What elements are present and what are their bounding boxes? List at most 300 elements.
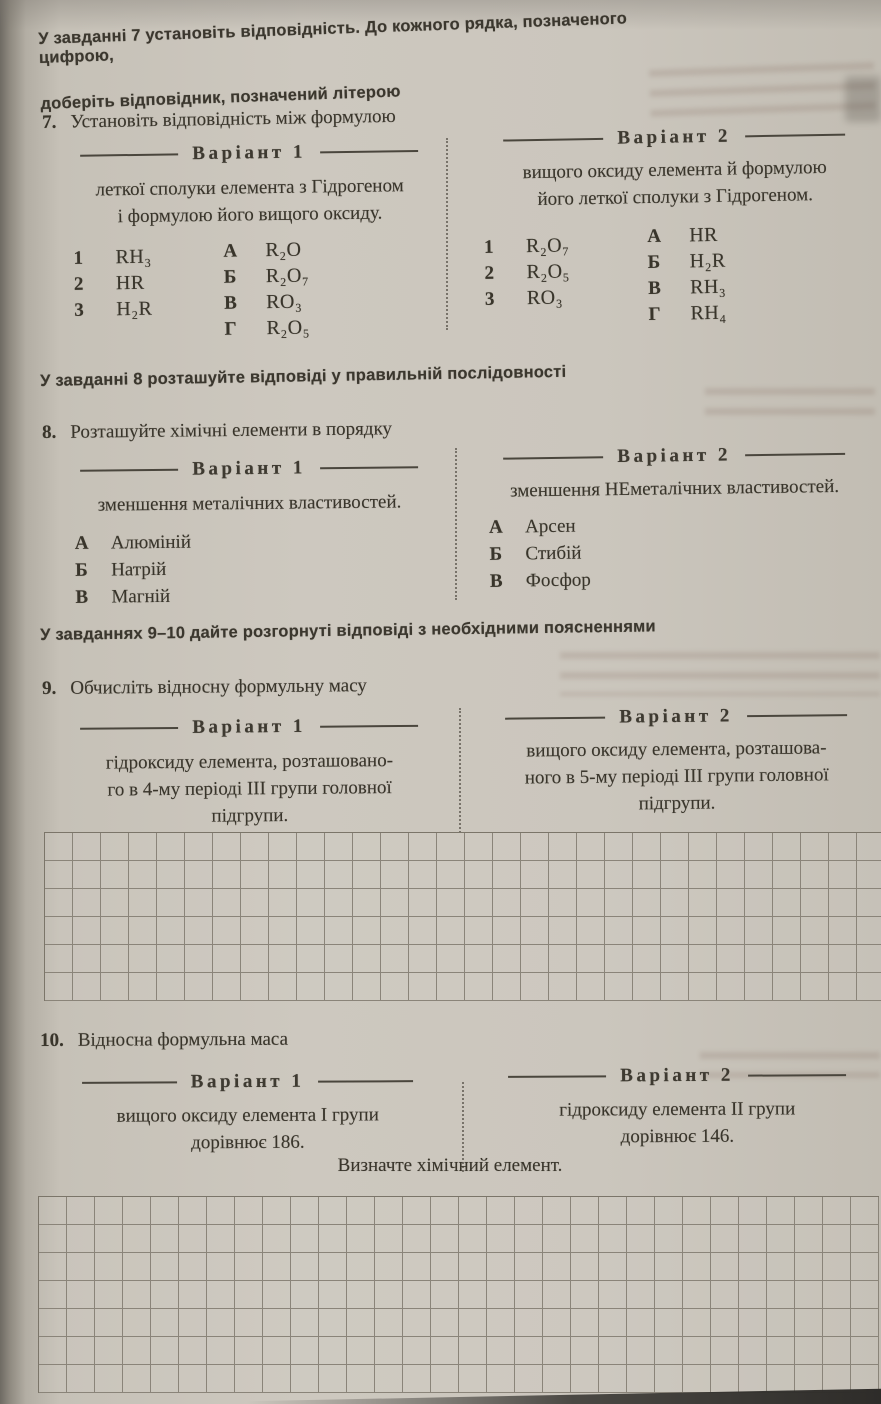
grid-cell <box>571 1309 599 1337</box>
grid-cell <box>655 1281 683 1309</box>
task9-variant1-label: Варіант 1 <box>192 715 306 738</box>
task7-variant2-lettered-list <box>647 224 727 324</box>
grid-cell <box>767 1225 795 1253</box>
grid-cell <box>73 861 101 889</box>
option-row: А Алюміній <box>74 531 192 554</box>
task8-variant2 <box>478 443 872 598</box>
grid-cell <box>543 1365 571 1393</box>
grid-cell <box>45 833 73 861</box>
grid-cell <box>745 833 773 861</box>
grid-cell <box>409 945 437 973</box>
grid-cell <box>403 1225 431 1253</box>
grid-cell <box>493 945 521 973</box>
instruction-task7 <box>38 7 701 114</box>
grid-cell <box>263 1225 291 1253</box>
grid-cell <box>543 1309 571 1337</box>
grid-cell <box>263 1337 291 1365</box>
grid-cell <box>185 917 213 945</box>
grid-cell <box>801 861 829 889</box>
grid-cell <box>381 945 409 973</box>
match-row: В RO₃ <box>224 290 303 314</box>
grid-cell <box>801 917 829 945</box>
task8-title-row <box>42 418 392 444</box>
grid-cell <box>157 973 185 1001</box>
grid-cell <box>409 973 437 1001</box>
variant-rule <box>745 133 845 137</box>
grid-cell <box>655 1225 683 1253</box>
variant-divider-task9 <box>459 708 461 833</box>
grid-cell <box>241 917 269 945</box>
grid-cell <box>207 1197 235 1225</box>
grid-cell <box>851 1337 879 1365</box>
grid-cell <box>795 1225 823 1253</box>
grid-cell <box>823 1337 851 1365</box>
task7-variant1-header <box>60 140 438 167</box>
grid-cell <box>297 889 325 917</box>
grid-cell <box>773 973 801 1001</box>
grid-cell <box>291 1281 319 1309</box>
grid-cell <box>823 1197 851 1225</box>
grid-cell <box>767 1365 795 1393</box>
grid-cell <box>431 1309 459 1337</box>
grid-cell <box>101 945 129 973</box>
grid-cell <box>661 889 689 917</box>
grid-cell <box>745 861 773 889</box>
grid-cell <box>717 889 745 917</box>
grid-cell <box>571 1253 599 1281</box>
grid-cell <box>101 861 129 889</box>
grid-cell <box>571 1197 599 1225</box>
task9-variant1 <box>58 715 441 831</box>
grid-cell <box>543 1281 571 1309</box>
task9-variant2-header <box>478 704 874 730</box>
match-row: А R₂O <box>223 238 302 262</box>
grid-cell <box>123 1309 151 1337</box>
grid-cell <box>101 973 129 1001</box>
grid-cell <box>773 889 801 917</box>
grid-cell <box>633 917 661 945</box>
grid-cell <box>717 861 745 889</box>
grid-cell <box>179 1309 207 1337</box>
grid-cell <box>157 889 185 917</box>
grid-cell <box>521 889 549 917</box>
match-row: 1 R₂O₇ <box>483 234 570 258</box>
grid-cell <box>829 833 857 861</box>
instruction-task9-10: У завданнях 9–10 дайте розгорнуті відповіді з необхідними поясненнями <box>40 617 656 644</box>
grid-cell <box>515 1197 543 1225</box>
task7-variant1-lettered-list <box>223 239 310 339</box>
grid-cell <box>347 1309 375 1337</box>
task10-number: 10. <box>40 1029 64 1051</box>
grid-cell <box>207 1281 235 1309</box>
grid-cell <box>375 1197 403 1225</box>
task8-number: 8. <box>42 421 57 443</box>
grid-cell <box>829 889 857 917</box>
grid-cell <box>515 1225 543 1253</box>
grid-cell <box>73 945 101 973</box>
variant-rule <box>320 466 418 470</box>
grid-cell <box>767 1197 795 1225</box>
grid-cell <box>45 917 73 945</box>
variant-rule <box>747 714 847 718</box>
grid-cell <box>95 1197 123 1225</box>
grid-cell <box>95 1253 123 1281</box>
task10-variant1-label: Варіант 1 <box>190 1070 305 1093</box>
instruction-task7-line2: доберіть відповідник, позначений літерою <box>40 82 401 113</box>
grid-cell <box>739 1309 767 1337</box>
grid-cell <box>493 973 521 1001</box>
grid-cell <box>73 889 101 917</box>
grid-cell <box>291 1337 319 1365</box>
grid-cell <box>683 1365 711 1393</box>
grid-cell <box>319 1253 347 1281</box>
grid-cell <box>129 917 157 945</box>
grid-cell <box>493 861 521 889</box>
grid-cell <box>605 861 633 889</box>
task9-variant1-header <box>58 715 440 740</box>
grid-cell <box>207 1337 235 1365</box>
grid-cell <box>571 1365 599 1393</box>
grid-cell <box>459 1281 487 1309</box>
grid-cell <box>431 1197 459 1225</box>
task7-variant1-description: леткої сполуки елемента з Гідрогеном і формулою його вищого оксиду. <box>95 175 404 228</box>
grid-cell <box>683 1281 711 1309</box>
grid-cell <box>689 945 717 973</box>
grid-cell <box>711 1225 739 1253</box>
match-row: Б H₂R <box>647 249 726 274</box>
grid-cell <box>577 833 605 861</box>
task8-title: Розташуйте хімічні елементи в порядку <box>70 418 393 443</box>
grid-cell <box>795 1281 823 1309</box>
grid-cell <box>409 917 437 945</box>
grid-cell <box>683 1225 711 1253</box>
match-row: 3 H₂R <box>74 297 153 321</box>
grid-cell <box>633 861 661 889</box>
grid-cell <box>661 833 689 861</box>
task10-variant1-description: вищого оксиду елемента I групи дорівнює 186. <box>116 1104 379 1154</box>
grid-cell <box>241 889 269 917</box>
grid-cell <box>375 1281 403 1309</box>
showthrough-text-right-2 <box>560 652 880 696</box>
grid-cell <box>795 1253 823 1281</box>
grid-cell <box>95 1365 123 1393</box>
grid-cell <box>515 1281 543 1309</box>
grid-cell <box>627 1225 655 1253</box>
grid-cell <box>431 1365 459 1393</box>
grid-cell <box>459 1253 487 1281</box>
grid-cell <box>599 1309 627 1337</box>
grid-cell <box>773 833 801 861</box>
grid-cell <box>235 1309 263 1337</box>
grid-cell <box>45 889 73 917</box>
grid-cell <box>515 1253 543 1281</box>
grid-cell <box>353 917 381 945</box>
option-row: В Магній <box>75 585 171 608</box>
grid-cell <box>39 1253 67 1281</box>
grid-cell <box>213 917 241 945</box>
grid-cell <box>767 1309 795 1337</box>
grid-cell <box>403 1197 431 1225</box>
grid-cell <box>465 945 493 973</box>
grid-cell <box>431 1281 459 1309</box>
grid-cell <box>801 833 829 861</box>
grid-cell <box>319 1309 347 1337</box>
grid-cell <box>409 861 437 889</box>
grid-cell <box>521 917 549 945</box>
grid-cell <box>795 1337 823 1365</box>
task10-variant1-header <box>60 1070 435 1094</box>
grid-cell <box>577 945 605 973</box>
grid-cell <box>829 945 857 973</box>
variant-rule <box>320 725 418 728</box>
grid-cell <box>67 1197 95 1225</box>
grid-cell <box>605 917 633 945</box>
grid-cell <box>459 1197 487 1225</box>
grid-cell <box>123 1225 151 1253</box>
grid-cell <box>213 945 241 973</box>
task10-variant1 <box>60 1070 435 1157</box>
variant-rule <box>505 716 605 720</box>
grid-cell <box>319 1197 347 1225</box>
grid-cell <box>431 1337 459 1365</box>
task8-variant1-header <box>60 456 438 482</box>
grid-cell <box>543 1225 571 1253</box>
grid-cell <box>151 1365 179 1393</box>
task8-variant2-header <box>478 443 870 470</box>
grid-cell <box>689 861 717 889</box>
grid-cell <box>599 1225 627 1253</box>
grid-cell <box>45 945 73 973</box>
grid-cell <box>689 917 717 945</box>
grid-cell <box>543 1197 571 1225</box>
answer-grid-2 <box>38 1196 879 1393</box>
option-row: А Арсен <box>488 515 576 538</box>
grid-cell <box>823 1281 851 1309</box>
grid-cell <box>683 1309 711 1337</box>
grid-cell <box>739 1365 767 1393</box>
grid-cell <box>123 1281 151 1309</box>
variant-divider-task8 <box>455 448 457 600</box>
grid-cell <box>795 1365 823 1393</box>
variant-rule <box>82 1081 177 1084</box>
grid-cell <box>241 945 269 973</box>
grid-cell <box>627 1309 655 1337</box>
grid-cell <box>577 917 605 945</box>
grid-cell <box>207 1253 235 1281</box>
grid-cell <box>459 1337 487 1365</box>
task9-variant2 <box>478 704 875 819</box>
grid-cell <box>605 889 633 917</box>
task7-title: Установіть відповідність між формулою <box>70 105 396 133</box>
grid-cell <box>157 833 185 861</box>
grid-cell <box>627 1337 655 1365</box>
grid-cell <box>129 973 157 1001</box>
grid-cell <box>67 1253 95 1281</box>
grid-cell <box>95 1309 123 1337</box>
grid-cell <box>633 973 661 1001</box>
grid-cell <box>319 1337 347 1365</box>
grid-cell <box>487 1197 515 1225</box>
grid-cell <box>381 917 409 945</box>
variant-rule <box>318 1080 413 1083</box>
task7-variant2-numbered-list <box>484 234 571 326</box>
grid-cell <box>851 1365 879 1393</box>
grid-cell <box>515 1309 543 1337</box>
grid-cell <box>627 1281 655 1309</box>
grid-cell <box>599 1337 627 1365</box>
grid-cell <box>73 917 101 945</box>
grid-cell <box>235 1365 263 1393</box>
grid-cell <box>465 889 493 917</box>
grid-cell <box>437 917 465 945</box>
grid-cell <box>823 1365 851 1393</box>
task10-title: Відносна формульна маса <box>77 1028 289 1051</box>
variant-rule <box>508 1075 606 1078</box>
grid-cell <box>549 945 577 973</box>
grid-cell <box>151 1309 179 1337</box>
grid-cell <box>465 861 493 889</box>
grid-cell <box>773 861 801 889</box>
grid-cell <box>605 945 633 973</box>
grid-cell <box>325 889 353 917</box>
grid-cell <box>403 1281 431 1309</box>
grid-cell <box>179 1253 207 1281</box>
variant-rule <box>745 453 845 457</box>
grid-cell <box>213 861 241 889</box>
grid-cell <box>39 1225 67 1253</box>
grid-cell <box>465 973 493 1001</box>
grid-cell <box>129 889 157 917</box>
grid-cell <box>353 945 381 973</box>
grid-cell <box>235 1337 263 1365</box>
grid-cell <box>269 889 297 917</box>
task7-variant2-description: вищого оксиду елемента й формулою його леткої сполуки з Гідрогеном. <box>522 156 827 210</box>
grid-cell <box>571 1225 599 1253</box>
grid-cell <box>157 861 185 889</box>
grid-cell <box>291 1365 319 1393</box>
option-row: Б Стибій <box>489 542 582 565</box>
grid-cell <box>179 1365 207 1393</box>
grid-cell <box>39 1365 67 1393</box>
grid-cell <box>39 1197 67 1225</box>
grid-cell <box>235 1225 263 1253</box>
grid-cell <box>347 1337 375 1365</box>
match-row: 3 RO₃ <box>484 286 564 310</box>
grid-cell <box>577 889 605 917</box>
grid-cell <box>431 1225 459 1253</box>
task8-variant2-description: зменшення НЕметалічних властивостей. <box>509 475 840 502</box>
task10-footer: Визначте хімічний елемент. <box>337 1155 563 1176</box>
grid-cell <box>353 973 381 1001</box>
grid-cell <box>459 1309 487 1337</box>
grid-cell <box>403 1253 431 1281</box>
variant-rule <box>320 150 418 154</box>
task9-title-row <box>42 675 367 700</box>
grid-cell <box>543 1253 571 1281</box>
grid-cell <box>739 1253 767 1281</box>
grid-cell <box>157 917 185 945</box>
grid-cell <box>823 1309 851 1337</box>
match-row: В RH₃ <box>647 275 727 300</box>
grid-cell <box>521 833 549 861</box>
grid-cell <box>213 833 241 861</box>
grid-cell <box>297 973 325 1001</box>
grid-cell <box>543 1337 571 1365</box>
grid-cell <box>151 1253 179 1281</box>
grid-cell <box>67 1365 95 1393</box>
task8-variant1 <box>60 456 440 614</box>
grid-cell <box>465 833 493 861</box>
grid-cell <box>633 833 661 861</box>
grid-cell <box>325 945 353 973</box>
grid-cell <box>851 1253 879 1281</box>
grid-cell <box>795 1309 823 1337</box>
answer-grid-1 <box>44 832 881 1001</box>
grid-cell <box>67 1225 95 1253</box>
grid-cell <box>325 861 353 889</box>
grid-cell <box>437 833 465 861</box>
grid-cell <box>45 973 73 1001</box>
task7-variant1-numbered-list <box>73 246 152 341</box>
grid-cell <box>493 917 521 945</box>
grid-cell <box>717 833 745 861</box>
match-row: А HR <box>647 223 718 248</box>
grid-cell <box>325 973 353 1001</box>
grid-cell <box>67 1337 95 1365</box>
grid-cell <box>767 1253 795 1281</box>
grid-cell <box>263 1253 291 1281</box>
grid-cell <box>45 861 73 889</box>
grid-cell <box>241 861 269 889</box>
grid-cell <box>151 1225 179 1253</box>
grid-cell <box>185 973 213 1001</box>
grid-cell <box>291 1225 319 1253</box>
grid-cell <box>375 1309 403 1337</box>
match-row: Г R₂O₅ <box>224 316 311 340</box>
grid-cell <box>745 945 773 973</box>
task8-variant1-label: Варіант 1 <box>192 457 306 480</box>
grid-cell <box>185 945 213 973</box>
grid-cell <box>851 1225 879 1253</box>
grid-cell <box>689 889 717 917</box>
variant-rule <box>80 469 178 473</box>
task10-variant2-label: Варіант 2 <box>620 1064 734 1087</box>
grid-cell <box>655 1365 683 1393</box>
grid-cell <box>571 1281 599 1309</box>
instruction-task7-line1: У завданні 7 установіть відповідність. До кожного рядка, позначеного цифрою, <box>38 9 628 67</box>
grid-cell <box>487 1309 515 1337</box>
grid-cell <box>101 889 129 917</box>
grid-cell <box>263 1365 291 1393</box>
grid-cell <box>375 1253 403 1281</box>
task10-variant2-header <box>488 1064 866 1088</box>
grid-cell <box>67 1309 95 1337</box>
grid-cell <box>459 1225 487 1253</box>
task9-variant2-description: вищого оксиду елемента, розташова- ного в 5-му періоді III групи головної підгрупи. <box>524 737 829 815</box>
grid-cell <box>493 833 521 861</box>
variant-rule <box>748 1074 846 1077</box>
grid-cell <box>711 1281 739 1309</box>
variant-rule <box>80 727 178 730</box>
grid-cell <box>683 1197 711 1225</box>
grid-cell <box>151 1337 179 1365</box>
grid-cell <box>179 1197 207 1225</box>
grid-cell <box>745 917 773 945</box>
grid-cell <box>207 1365 235 1393</box>
grid-cell <box>857 833 881 861</box>
grid-cell <box>487 1253 515 1281</box>
grid-cell <box>599 1365 627 1393</box>
